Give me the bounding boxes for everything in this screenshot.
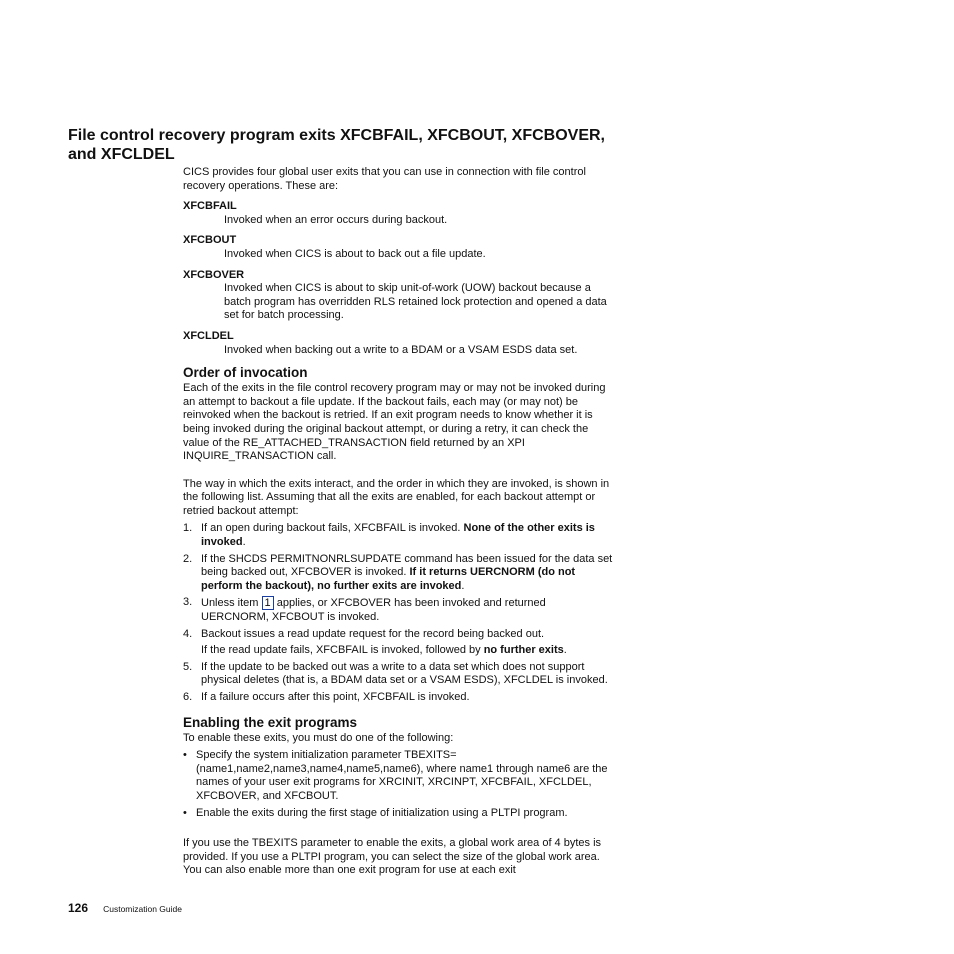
exit-entry [183, 330, 615, 357]
section-body [183, 166, 615, 878]
exit-entry [183, 234, 615, 261]
exit-definition-list [183, 200, 615, 357]
exit-term: XFCLDEL [183, 329, 234, 342]
page-footer [68, 901, 182, 915]
list-item: 4. Backout issues a read update request for the record being backed out. If the read update fails, XFCBFAIL is invoked, followed by no further exits. [183, 628, 615, 658]
list-item: 5. If the update to be backed out was a write to a data set which does not support physical deletes (that is, a BDAM data set or a VSAM ESDS), XFCLDEL is invoked. [183, 660, 608, 687]
exit-term: XFCBOVER [183, 268, 245, 281]
list-item: 6. If a failure occurs after this point, XFCBFAIL is invoked. [183, 691, 470, 703]
list-item: 3. Unless item 1 applies, or XFCBOVER has been invoked and returned UERCNORM, XFCBOUT is invoked. [183, 596, 546, 624]
list-number: 4. [183, 627, 193, 640]
exit-definition: Invoked when backing out a write to a BDAM or a VSAM ESDS data set. [224, 343, 578, 356]
enabling-intro: To enable these exits, you must do one of the following: [183, 731, 454, 744]
enabling-bullet-list [183, 749, 615, 820]
invocation-order-list [183, 522, 615, 704]
item-reference-link[interactable]: 1 [262, 596, 274, 610]
order-paragraph-1: Each of the exits in the file control recovery program may or may not be invoked during an attempt to backout a file update. If the backout fails, each may (or may not) be reinvoked when the backout is retried. If an exit program needs to know whether it is being invoked during the original backout attempt, or during a retry, it can check the value of the RE_ATTACHED_TRANSACTION field returned by an XPI INQUIRE_TRANSACTION call. [183, 382, 606, 463]
list-number: 1. [183, 522, 193, 535]
exit-term: XFCBOUT [183, 234, 237, 247]
exit-definition: Invoked when CICS is about to back out a file update. [224, 247, 486, 260]
book-title: Customization Guide [103, 904, 182, 914]
list-number: 2. [183, 552, 193, 565]
list-item: 2. If the SHCDS PERMITNONRLSUPDATE command has been issued for the data set being backed out, XFCBOVER is invoked. If it returns UERCNORM (do not perform the backout), no further exits are invoked. [183, 552, 613, 592]
exit-term: XFCBFAIL [183, 200, 237, 213]
page-number: 126 [68, 901, 89, 915]
list-number: 5. [183, 660, 193, 673]
list-item: • Enable the exits during the first stage of initialization using a PLTPI program. [183, 806, 568, 819]
order-heading: Order of invocation [183, 365, 308, 381]
exit-entry [183, 269, 615, 323]
enabling-heading: Enabling the exit programs [183, 714, 358, 730]
exit-definition: Invoked when an error occurs during backout. [224, 213, 448, 226]
order-paragraph-2: The way in which the exits interact, and the order in which they are invoked, is shown in the following list. Assuming that all the exits are enabled, for each backout attempt or retried backout attempt: [183, 477, 610, 517]
section-heading: File control recovery program exits XFCBFAIL, XFCBOUT, XFCBOVER, and XFCLDEL [68, 127, 605, 163]
intro-paragraph: CICS provides four global user exits that you can use in connection with file control recovery operations. These are: [183, 166, 586, 192]
enabling-paragraph: If you use the TBEXITS parameter to enable the exits, a global work area of 4 bytes is provided. If you use a PLTPI program, you can select the size of the global work area. You can also enable more than one exit program for use at each exit [183, 837, 602, 877]
list-item: • Specify the system initialization parameter TBEXITS=(name1,name2,name3,name4,name5,name6), where name1 through name6 are the names of your user exit programs for XRCINIT, XRCINPT, XFCBFAIL, XFCLDEL, XFCBOVER, and XFCBOUT. [183, 749, 608, 802]
list-item: 1. If an open during backout fails, XFCBFAIL is invoked. None of the other exits is invoked. [183, 522, 595, 549]
list-number: 6. [183, 691, 193, 703]
bullet-icon: • [183, 806, 187, 819]
exit-entry [183, 200, 615, 227]
list-number: 3. [183, 596, 193, 609]
exit-definition: Invoked when CICS is about to skip unit-of-work (UOW) backout because a batch program has overridden RLS retained lock protection and opened a data set for batch processing. [224, 282, 607, 322]
list-item-note: If the read update fails, XFCBFAIL is invoked, followed by no further exits. [201, 644, 567, 657]
bullet-icon: • [183, 749, 187, 762]
